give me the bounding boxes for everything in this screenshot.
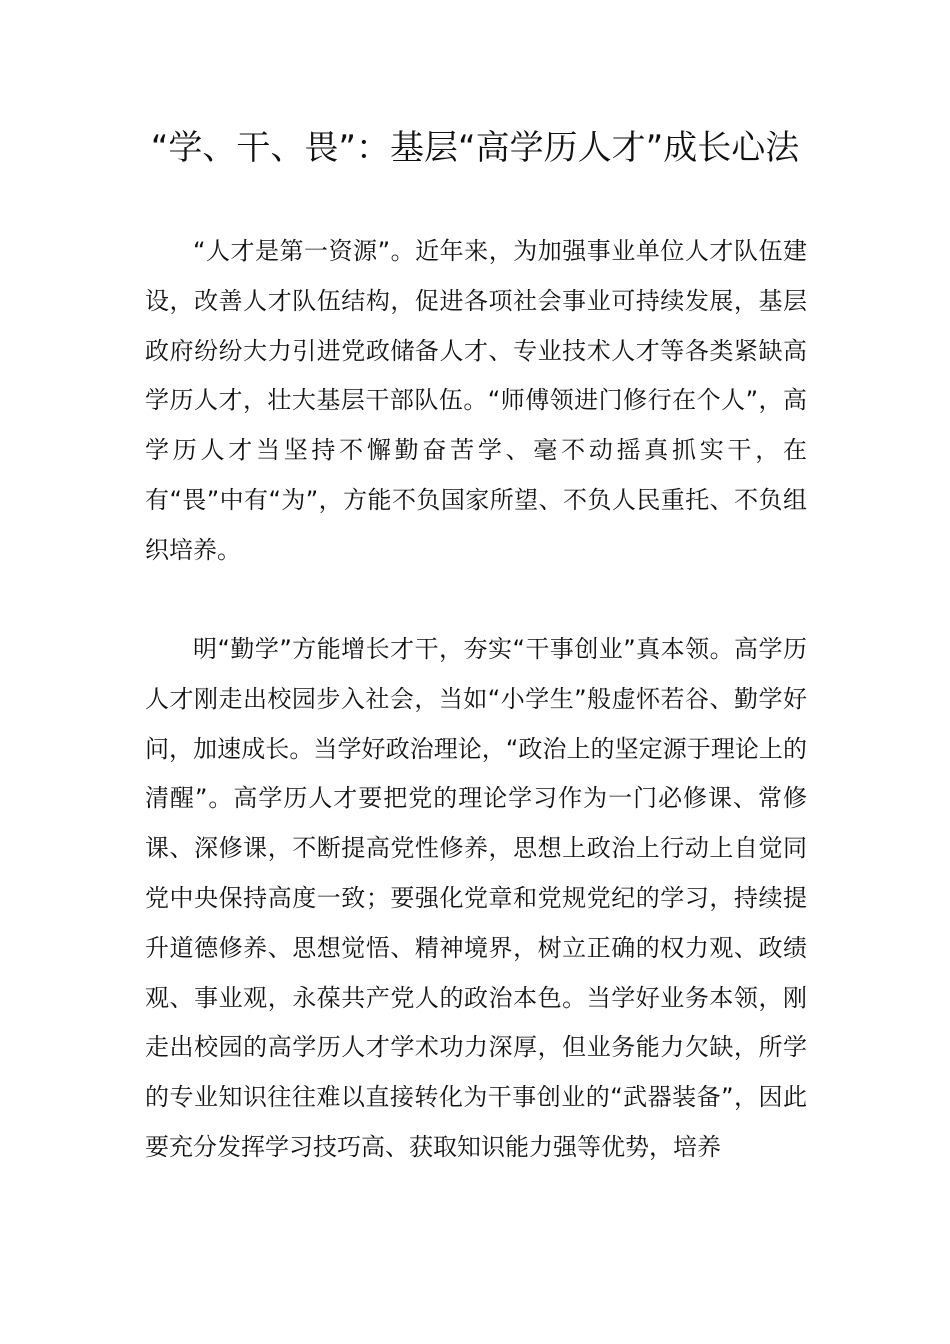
paragraph-diligent-study: 明“勤学”方能增长才干，夯实“干事创业”真本领。高学历人才刚走出校园步入社会，当如“小学生”般虚怀若谷、勤学好问，加速成长。当学好政治理论，“政治上的坚定源于理论上的清醒”。高学历人才要把党的理论学习作为一门必修课、常修课、深修课，不断提高党性修养，思想上政治上行动上自觉同党中央保持高度一致；要强化党章和党规党纪的学习，持续提升道德修养、思想觉悟、精神境界，树立正确的权力观、政绩观、事业观，永葆共产党人的政治本色。当学好业务本领，刚走出校园的高学历人才学术功力深厚，但业务能力欠缺，所学的专业知识往往难以直接转化为干事创业的“武器装备”，因此要充分发挥学习技巧高、获取知识能力强等优势，培养 bbox=[145, 635, 807, 1161]
paragraph-intro: “人才是第一资源”。近年来，为加强事业单位人才队伍建设，改善人才队伍结构，促进各项社会事业可持续发展，基层政府纷纷大力引进党政储备人才、专业技术人才等各类紧缺高学历人才，壮大基层干部队伍。“师傅领进门修行在个人”，高学历人才当坚持不懈勤奋苦学、毫不动摇真抓实干，在有“畏”中有“为”，方能不负国家所望、不负人民重托、不负组织培养。 bbox=[145, 237, 807, 564]
document-title: “学、干、畏”：基层“高学历人才”成长心法 bbox=[150, 128, 800, 168]
